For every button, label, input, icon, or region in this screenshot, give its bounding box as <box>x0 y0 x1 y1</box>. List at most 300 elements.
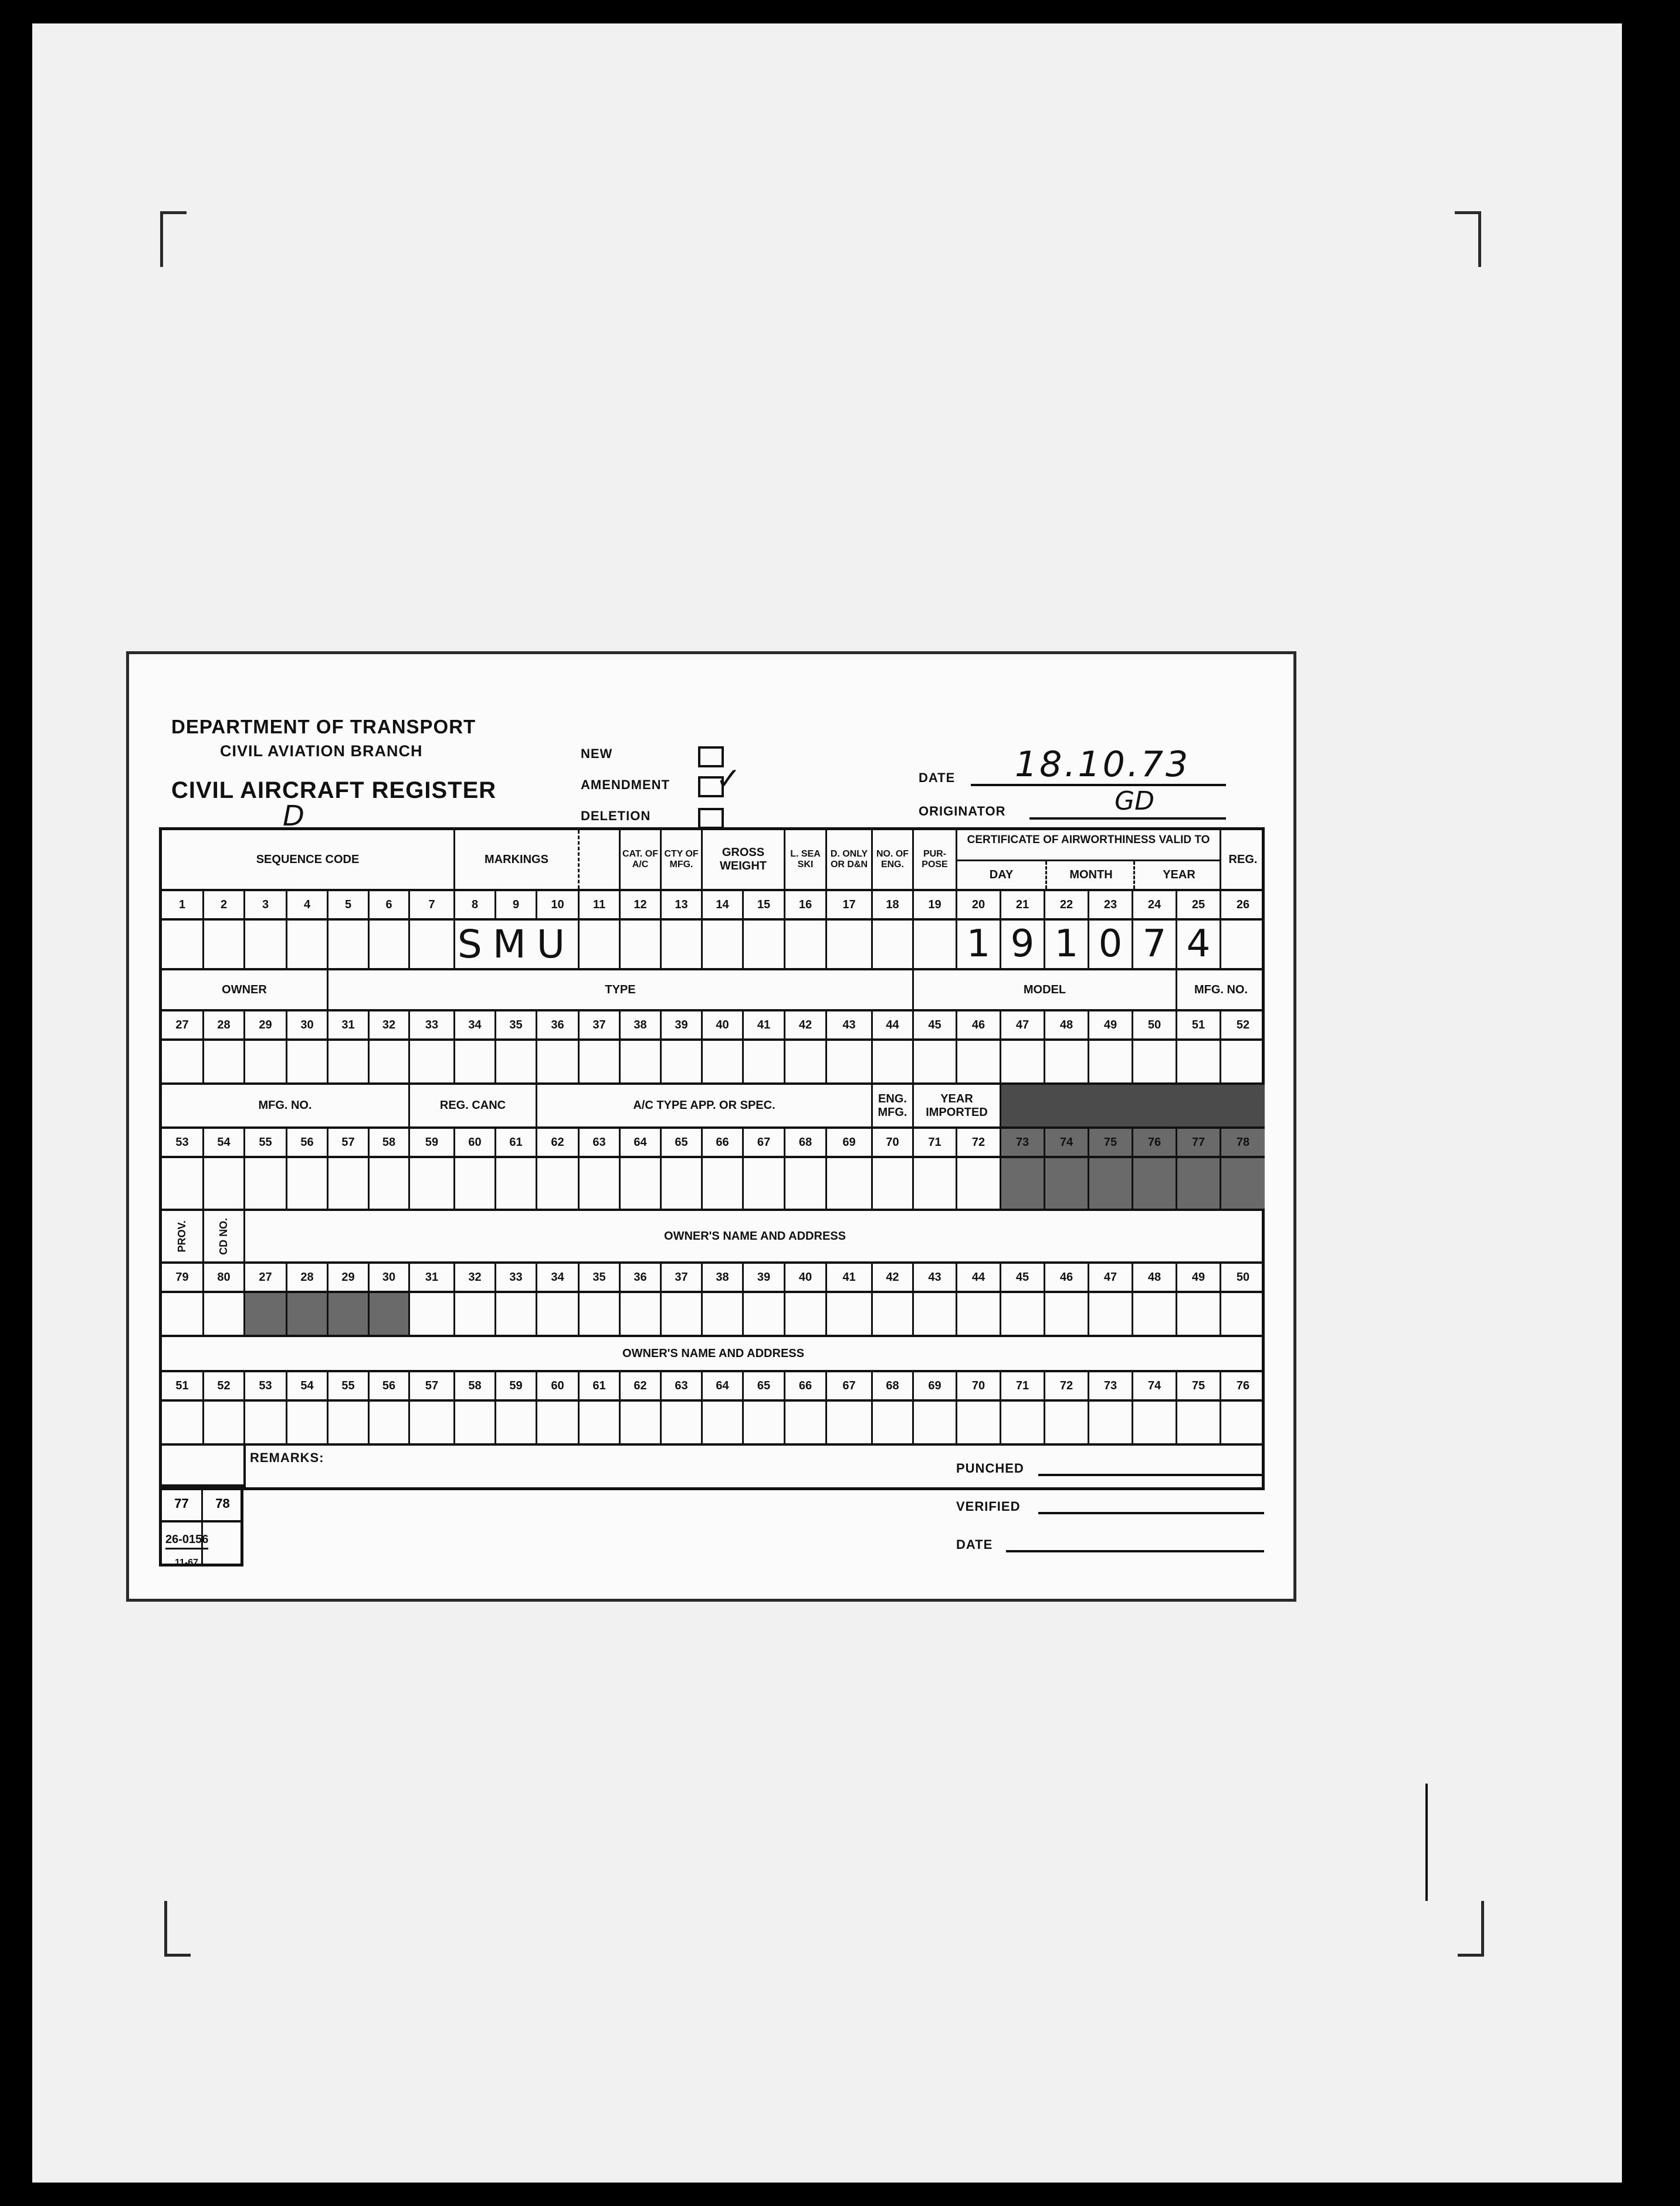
entry-cell[interactable] <box>956 1158 1000 1209</box>
col-num: 45 <box>912 1011 956 1038</box>
col-num: 43 <box>825 1011 871 1038</box>
entry-cell[interactable] <box>742 921 784 968</box>
shaded-cell <box>1000 1158 1044 1209</box>
entry-cell[interactable] <box>1044 1041 1088 1082</box>
entry-cell[interactable] <box>578 1293 619 1335</box>
entry-cell[interactable] <box>1088 1293 1132 1335</box>
entry-cell[interactable] <box>578 921 619 968</box>
entry-cell[interactable] <box>368 1041 408 1082</box>
col-num: 28 <box>202 1011 243 1038</box>
shaded-cell <box>368 1293 408 1335</box>
markings-value: SMU <box>457 921 576 967</box>
col-num: 64 <box>619 1129 660 1156</box>
col-num: 42 <box>784 1011 825 1038</box>
col-num: 72 <box>956 1129 1000 1156</box>
entry-cell[interactable] <box>956 1041 1000 1082</box>
entry-cell[interactable] <box>202 1402 243 1443</box>
row1-header <box>162 830 1262 889</box>
entry-cell[interactable] <box>162 1402 202 1443</box>
entry-cell[interactable] <box>1220 921 1265 968</box>
owners-name-header-2: OWNER'S NAME AND ADDRESS <box>622 1346 804 1360</box>
entry-cell[interactable] <box>742 1402 784 1443</box>
entry-cell[interactable] <box>742 1293 784 1335</box>
col-num: 69 <box>825 1129 871 1156</box>
col-num: 50 <box>1132 1011 1176 1038</box>
remarks-row <box>162 1443 1262 1490</box>
certificate-subheaders <box>957 860 1220 889</box>
entry-cell[interactable] <box>660 1293 701 1335</box>
col-num: 39 <box>742 1264 784 1291</box>
entry-cell[interactable] <box>368 1402 408 1443</box>
entry-cell[interactable] <box>825 1402 871 1443</box>
punched-line[interactable] <box>1038 1474 1264 1476</box>
col-num: 56 <box>368 1372 408 1399</box>
col-num-shaded: 74 <box>1044 1129 1088 1156</box>
col-num: 49 <box>1088 1011 1132 1038</box>
entry-cell[interactable] <box>742 1041 784 1082</box>
entry-cell[interactable] <box>619 921 660 968</box>
col-num: 64 <box>701 1372 742 1399</box>
entry-cell[interactable] <box>286 1041 327 1082</box>
entry-cell[interactable] <box>243 921 286 968</box>
col-num: 12 <box>619 891 660 918</box>
shaded-cell <box>286 1293 327 1335</box>
model-header: MODEL <box>912 970 1176 1009</box>
col-num: 13 <box>660 891 701 918</box>
entry-cell[interactable] <box>701 921 742 968</box>
entry-cell[interactable] <box>1000 1293 1044 1335</box>
cert-year-1[interactable] <box>1132 921 1176 968</box>
col-num: 66 <box>784 1372 825 1399</box>
entry-cell[interactable] <box>408 1402 453 1443</box>
col-num: 67 <box>742 1129 784 1156</box>
col-num: 51 <box>1176 1011 1220 1038</box>
date-value[interactable]: 18.10.73 <box>1015 744 1191 785</box>
col-num: 39 <box>660 1011 701 1038</box>
amendment-label: AMENDMENT <box>581 777 670 792</box>
entry-cell[interactable] <box>536 1041 578 1082</box>
shaded-cell <box>243 1293 286 1335</box>
entry-cell[interactable] <box>1088 1402 1132 1443</box>
deletion-label: DELETION <box>581 808 651 823</box>
entry-cell[interactable] <box>578 1158 619 1209</box>
col-num-shaded: 75 <box>1088 1129 1132 1156</box>
verified-label: VERIFIED <box>956 1499 1021 1514</box>
footer-date-line[interactable] <box>1006 1550 1264 1552</box>
department-title: DEPARTMENT OF TRANSPORT <box>171 716 476 737</box>
year-header: YEAR <box>1133 861 1223 889</box>
entry-cell[interactable] <box>536 1293 578 1335</box>
entry-cell[interactable] <box>1000 1041 1044 1082</box>
entry-cell[interactable] <box>1176 1041 1220 1082</box>
no-of-eng-header: NO. OF ENG. <box>871 830 912 889</box>
shaded-block <box>1000 1085 1265 1126</box>
col-num: 60 <box>536 1372 578 1399</box>
entry-cell[interactable] <box>494 1402 536 1443</box>
prov-label: PROV. <box>176 1220 188 1253</box>
entry-cell[interactable] <box>784 1041 825 1082</box>
cert-digit: 9 <box>1010 922 1035 966</box>
col-num: 65 <box>660 1129 701 1156</box>
blank-header-11 <box>578 830 619 889</box>
col-num: 46 <box>1044 1264 1088 1291</box>
owner-header: OWNER <box>222 983 267 996</box>
col-num: 11 <box>578 891 619 918</box>
new-label: NEW <box>581 746 613 761</box>
col-num: 17 <box>825 891 871 918</box>
col-num: 48 <box>1044 1011 1088 1038</box>
entry-cell[interactable] <box>825 1293 871 1335</box>
shaded-cell <box>1132 1158 1176 1209</box>
col-num-shaded: 77 <box>1176 1129 1220 1156</box>
col-num: 10 <box>536 891 578 918</box>
entry-cell[interactable] <box>784 921 825 968</box>
entry-cell[interactable] <box>1044 1293 1088 1335</box>
cd-no-header <box>202 1211 243 1261</box>
col-num: 52 <box>202 1372 243 1399</box>
col-num: 55 <box>243 1129 286 1156</box>
col-num: 21 <box>1000 891 1044 918</box>
entry-cell[interactable] <box>825 1158 871 1209</box>
col-num: 54 <box>286 1372 327 1399</box>
shaded-cell <box>327 1293 368 1335</box>
cert-year-2[interactable] <box>1176 921 1220 968</box>
year-imported-header: YEAR IMPORTED <box>912 1085 1000 1126</box>
register-title: CIVIL AIRCRAFT REGISTER <box>171 777 497 803</box>
entry-cell[interactable] <box>912 921 956 968</box>
row4-entry <box>162 1291 1262 1335</box>
entry-cell[interactable] <box>912 1158 956 1209</box>
certificate-header <box>956 830 1220 889</box>
branch-title: CIVIL AVIATION BRANCH <box>220 742 423 760</box>
entry-cell[interactable] <box>202 1293 243 1335</box>
entry-cell[interactable] <box>1132 1293 1176 1335</box>
entry-cell[interactable] <box>1132 1041 1176 1082</box>
col-num: 46 <box>956 1011 1000 1038</box>
entry-cell[interactable] <box>327 1402 368 1443</box>
entry-cell[interactable] <box>784 1293 825 1335</box>
reg-canc-header: REG. CANC <box>408 1085 536 1126</box>
entry-cell[interactable] <box>536 1402 578 1443</box>
col-num: 42 <box>871 1264 912 1291</box>
row5-header <box>162 1335 1262 1370</box>
col-num: 68 <box>784 1129 825 1156</box>
entry-cell[interactable] <box>1044 1402 1088 1443</box>
col-num: 19 <box>912 891 956 918</box>
d-only-header: D. ONLY OR D&N <box>825 830 871 889</box>
col-num: 33 <box>408 1011 453 1038</box>
stub-num: 77 <box>174 1496 189 1511</box>
col-num: 8 <box>453 891 494 918</box>
entry-cell[interactable] <box>578 1402 619 1443</box>
col-num: 56 <box>286 1129 327 1156</box>
date-label: DATE <box>919 770 956 785</box>
entry-cell[interactable] <box>619 1041 660 1082</box>
form-number: 26-0156 <box>165 1533 208 1549</box>
row1-entry <box>162 918 1262 968</box>
cert-day-2[interactable] <box>1000 921 1044 968</box>
col-num: 57 <box>408 1372 453 1399</box>
sequence-code-header: SEQUENCE CODE <box>256 852 360 866</box>
markings-entry[interactable] <box>453 921 578 968</box>
col-num: 47 <box>1000 1011 1044 1038</box>
entry-cell[interactable] <box>1220 1041 1265 1082</box>
col-num: 70 <box>871 1129 912 1156</box>
col-num: 38 <box>619 1011 660 1038</box>
cert-digit: 1 <box>1054 922 1079 966</box>
stub-header <box>162 1487 241 1522</box>
row3-header <box>162 1082 1262 1126</box>
entry-cell[interactable] <box>286 1158 327 1209</box>
entry-cell[interactable] <box>1132 1402 1176 1443</box>
col-num: 23 <box>1088 891 1132 918</box>
col-num: 74 <box>1132 1372 1176 1399</box>
cd-no-label: CD NO. <box>218 1217 230 1255</box>
col-num: 53 <box>243 1372 286 1399</box>
col-num: 45 <box>1000 1264 1044 1291</box>
entry-cell[interactable] <box>784 1158 825 1209</box>
entry-cell[interactable] <box>701 1041 742 1082</box>
col-num-shaded: 73 <box>1000 1129 1044 1156</box>
row2-entry <box>162 1038 1262 1082</box>
col-num: 65 <box>742 1372 784 1399</box>
col-num: 5 <box>327 891 368 918</box>
entry-cell[interactable] <box>660 1041 701 1082</box>
markings-header: MARKINGS <box>453 830 578 889</box>
gross-weight-header: GROSS WEIGHT <box>701 830 784 889</box>
entry-cell[interactable] <box>408 921 453 968</box>
type-header: TYPE <box>327 970 912 1009</box>
col-num: 79 <box>175 1270 189 1284</box>
col-num: 62 <box>619 1372 660 1399</box>
col-num: 71 <box>912 1129 956 1156</box>
cert-digit: 4 <box>1186 922 1211 966</box>
entry-cell[interactable] <box>578 1041 619 1082</box>
col-num: 59 <box>494 1372 536 1399</box>
col-num: 53 <box>175 1135 189 1149</box>
verified-line[interactable] <box>1038 1512 1264 1514</box>
col-num: 27 <box>175 1018 189 1031</box>
entry-cell[interactable] <box>162 1293 202 1335</box>
entry-cell[interactable] <box>243 1402 286 1443</box>
cert-day-1[interactable] <box>956 921 1000 968</box>
entry-cell[interactable] <box>742 1158 784 1209</box>
entry-cell[interactable] <box>660 1402 701 1443</box>
remarks-stub-top <box>162 1446 246 1490</box>
stub-box <box>159 1484 243 1566</box>
row3-entry <box>162 1156 1262 1209</box>
entry-cell[interactable] <box>1220 1293 1265 1335</box>
crop-mark-bottom-left <box>164 1901 191 1957</box>
title-annotation: D <box>283 800 304 833</box>
entry-cell[interactable] <box>871 1402 912 1443</box>
row5-entry <box>162 1399 1262 1443</box>
col-num: 75 <box>1176 1372 1220 1399</box>
entry-cell[interactable] <box>162 1041 202 1082</box>
entry-cell[interactable] <box>408 1041 453 1082</box>
col-num: 31 <box>408 1264 453 1291</box>
entry-cell[interactable] <box>202 1041 243 1082</box>
prov-header <box>162 1211 202 1261</box>
entry-cell[interactable] <box>619 1402 660 1443</box>
deletion-checkbox[interactable] <box>698 808 724 829</box>
cert-month-1[interactable] <box>1044 921 1088 968</box>
col-num: 43 <box>912 1264 956 1291</box>
row2-header <box>162 968 1262 1009</box>
shaded-cell <box>1088 1158 1132 1209</box>
entry-cell[interactable] <box>1176 1293 1220 1335</box>
entry-cell[interactable] <box>494 1158 536 1209</box>
entry-cell[interactable] <box>701 1293 742 1335</box>
col-num: 27 <box>243 1264 286 1291</box>
entry-cell[interactable] <box>162 1158 202 1209</box>
entry-cell[interactable] <box>871 921 912 968</box>
entry-cell[interactable] <box>701 1158 742 1209</box>
col-num: 7 <box>408 891 453 918</box>
col-num: 40 <box>701 1011 742 1038</box>
row4-header <box>162 1209 1262 1261</box>
entry-cell[interactable] <box>784 1402 825 1443</box>
entry-cell[interactable] <box>243 1158 286 1209</box>
col-num: 60 <box>453 1129 494 1156</box>
col-num: 51 <box>175 1379 189 1392</box>
entry-cell[interactable] <box>286 1402 327 1443</box>
entry-cell[interactable] <box>871 1158 912 1209</box>
row1-numbers <box>162 889 1262 918</box>
col-num: 32 <box>453 1264 494 1291</box>
entry-cell[interactable] <box>1176 1402 1220 1443</box>
col-num: 3 <box>243 891 286 918</box>
entry-cell[interactable] <box>202 1158 243 1209</box>
entry-cell[interactable] <box>536 1158 578 1209</box>
col-num: 36 <box>619 1264 660 1291</box>
col-num: 61 <box>494 1129 536 1156</box>
col-num: 72 <box>1044 1372 1088 1399</box>
col-num: 50 <box>1220 1264 1265 1291</box>
entry-cell[interactable] <box>701 1402 742 1443</box>
col-num: 14 <box>701 891 742 918</box>
mfg-no-header: MFG. NO. <box>1176 970 1265 1009</box>
entry-cell[interactable] <box>494 1293 536 1335</box>
cty-of-mfg-header: CTY OF MFG. <box>660 830 701 889</box>
footer-date-label: DATE <box>956 1537 993 1552</box>
entry-cell[interactable] <box>202 921 243 968</box>
month-header: MONTH <box>1045 861 1135 889</box>
entry-cell[interactable] <box>871 1041 912 1082</box>
entry-cell[interactable] <box>1000 1402 1044 1443</box>
reg-header: REG. <box>1220 830 1265 889</box>
entry-cell[interactable] <box>327 1158 368 1209</box>
col-num: 26 <box>1220 891 1265 918</box>
entry-cell[interactable] <box>660 1158 701 1209</box>
entry-cell[interactable] <box>956 1402 1000 1443</box>
remarks-label: REMARKS: <box>250 1450 324 1465</box>
entry-cell[interactable] <box>1220 1402 1265 1443</box>
col-num: 34 <box>536 1264 578 1291</box>
entry-cell[interactable] <box>1088 1041 1132 1082</box>
col-num: 68 <box>871 1372 912 1399</box>
col-num: 22 <box>1044 891 1088 918</box>
col-num: 1 <box>178 898 186 911</box>
col-num: 34 <box>453 1011 494 1038</box>
day-header: DAY <box>989 868 1014 881</box>
col-num: 58 <box>368 1129 408 1156</box>
col-num: 32 <box>368 1011 408 1038</box>
cert-month-2[interactable] <box>1088 921 1132 968</box>
entry-cell[interactable] <box>327 921 368 968</box>
register-card <box>126 651 1296 1602</box>
entry-cell[interactable] <box>453 1158 494 1209</box>
col-num: 59 <box>408 1129 453 1156</box>
entry-cell[interactable] <box>162 921 202 968</box>
entry-cell[interactable] <box>912 1041 956 1082</box>
col-num: 4 <box>286 891 327 918</box>
register-grid <box>159 827 1265 1490</box>
purpose-header: PUR- POSE <box>912 830 956 889</box>
eng-mfg-header: ENG. MFG. <box>871 1085 912 1126</box>
crop-mark-top-right <box>1455 211 1481 267</box>
entry-cell[interactable] <box>453 1041 494 1082</box>
entry-cell[interactable] <box>453 1402 494 1443</box>
crop-mark-top-left <box>160 211 187 267</box>
shaded-cell <box>1044 1158 1088 1209</box>
col-num: 2 <box>202 891 243 918</box>
entry-cell[interactable] <box>619 1158 660 1209</box>
entry-cell[interactable] <box>912 1293 956 1335</box>
col-num: 30 <box>368 1264 408 1291</box>
entry-cell[interactable] <box>825 921 871 968</box>
originator-value[interactable]: GD <box>1115 786 1154 816</box>
col-num: 20 <box>956 891 1000 918</box>
entry-cell[interactable] <box>368 921 408 968</box>
entry-cell[interactable] <box>871 1293 912 1335</box>
entry-cell[interactable] <box>368 1158 408 1209</box>
col-num: 29 <box>243 1011 286 1038</box>
entry-cell[interactable] <box>619 1293 660 1335</box>
originator-label: ORIGINATOR <box>919 804 1006 818</box>
punched-label: PUNCHED <box>956 1461 1024 1476</box>
entry-cell[interactable] <box>327 1041 368 1082</box>
col-num: 48 <box>1132 1264 1176 1291</box>
form-revision: 11-67 <box>175 1558 199 1568</box>
col-num: 35 <box>494 1011 536 1038</box>
col-num: 33 <box>494 1264 536 1291</box>
col-num: 28 <box>286 1264 327 1291</box>
entry-cell[interactable] <box>408 1293 453 1335</box>
l-sea-ski-header: L. SEA SKI <box>784 830 825 889</box>
col-num: 24 <box>1132 891 1176 918</box>
entry-cell[interactable] <box>243 1041 286 1082</box>
cert-digit: 1 <box>966 922 991 966</box>
entry-cell[interactable] <box>825 1041 871 1082</box>
col-num: 61 <box>578 1372 619 1399</box>
entry-cell[interactable] <box>453 1293 494 1335</box>
col-num: 31 <box>327 1011 368 1038</box>
col-num: 44 <box>871 1011 912 1038</box>
entry-cell[interactable] <box>912 1402 956 1443</box>
entry-cell[interactable] <box>956 1293 1000 1335</box>
row3-numbers <box>162 1126 1262 1156</box>
entry-cell[interactable] <box>494 1041 536 1082</box>
row5-numbers <box>162 1370 1262 1399</box>
entry-cell[interactable] <box>408 1158 453 1209</box>
col-num: 37 <box>578 1011 619 1038</box>
entry-cell[interactable] <box>660 921 701 968</box>
entry-cell[interactable] <box>286 921 327 968</box>
col-num: 9 <box>494 891 536 918</box>
col-num: 66 <box>701 1129 742 1156</box>
col-num: 36 <box>536 1011 578 1038</box>
